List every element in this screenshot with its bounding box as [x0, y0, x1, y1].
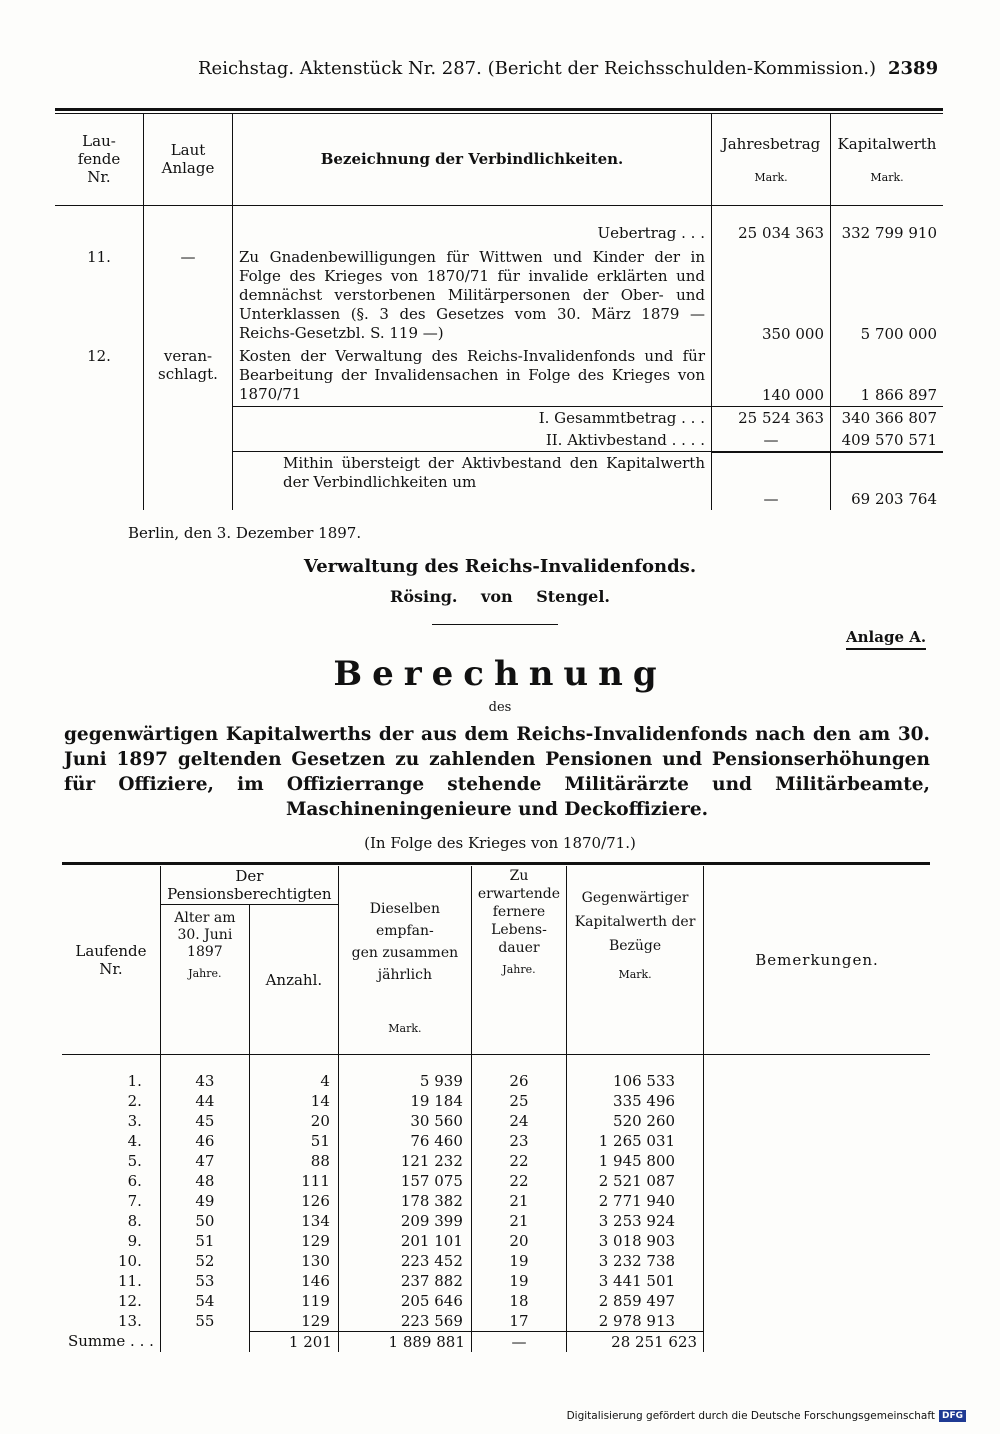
- row-anzahl: 111: [249, 1171, 338, 1191]
- row-kapital: 3 253 924: [567, 1211, 704, 1231]
- row-kapital: 2 521 087: [567, 1171, 704, 1191]
- mithin-text: Mithin übersteigt der Aktivbestand den Kapitalwerth der Verbindlichkeiten um: [233, 452, 712, 510]
- row-alter: 47: [160, 1151, 249, 1171]
- table-row: [62, 1311, 930, 1332]
- row-dauer: 26: [471, 1071, 566, 1091]
- aktiv-kap: 409 570 571: [831, 429, 944, 452]
- row-kapital: 3 232 738: [567, 1251, 704, 1271]
- footer: [567, 1410, 966, 1422]
- uebertrag-label: Uebertrag . . .: [233, 205, 712, 246]
- row12-text: Kosten der Verwaltung des Reichs-Invalidenfonds und für Bearbeitung der Invalidensachen in Folge des Krieges von 1870/71: [233, 345, 712, 407]
- row-alter: 54: [160, 1291, 249, 1311]
- anlage-title: Berechnung: [333, 654, 667, 694]
- col-laufende: Lau- fende Nr.: [77, 131, 121, 186]
- row-jaehrlich: 201 101: [338, 1231, 471, 1251]
- row11-jahr: 350 000: [712, 246, 831, 345]
- table-row: [62, 1271, 930, 1291]
- row12-anlage: veran- schlagt.: [144, 345, 233, 407]
- row-anzahl: 126: [249, 1191, 338, 1211]
- row-jaehrlich: 76 460: [338, 1131, 471, 1151]
- table-row: [62, 1151, 930, 1171]
- row-jaehrlich: 209 399: [338, 1211, 471, 1231]
- dfg-logo: DFG: [939, 1410, 966, 1422]
- summe-jaehrlich: 1 889 881: [338, 1331, 471, 1352]
- col-kapital-label: Gegenwärtiger Kapitalwerth der Bezüge: [574, 890, 696, 954]
- row-jaehrlich: 178 382: [338, 1191, 471, 1211]
- row-bemerkung: [704, 1091, 930, 1111]
- row-dauer: 22: [471, 1171, 566, 1191]
- table-row: [62, 1071, 930, 1091]
- row-bemerkung: [704, 1111, 930, 1131]
- aktiv-jahr: —: [712, 429, 831, 452]
- row-jaehrlich: 223 569: [338, 1311, 471, 1332]
- row-anzahl: 134: [249, 1211, 338, 1231]
- mithin-kap: 69 203 764: [831, 452, 944, 510]
- col-jahresbetrag-label: Jahresbetrag: [721, 135, 821, 153]
- row-kapital: 2 978 913: [567, 1311, 704, 1332]
- row-anzahl: 129: [249, 1311, 338, 1332]
- row-dauer: 22: [471, 1151, 566, 1171]
- anlage-subtitle: gegenwärtigen Kapitalwerths der aus dem Reichs-Invalidenfonds nach den am 30. Juni 1897 geltenden Gesetzen zu zahlenden Pensionen und Pensionserhöhungen für Offiziere, im Offizierrange stehende Militärärzte und Militärbeamte, Maschineningenieure und Deckoffiziere.: [64, 724, 930, 820]
- row-alter: 52: [160, 1251, 249, 1271]
- col-alter: [160, 905, 249, 1055]
- col-alter-label: Alter am 30. Juni 1897: [174, 910, 236, 960]
- row-anzahl: 51: [249, 1131, 338, 1151]
- row-dauer: 19: [471, 1251, 566, 1271]
- row-dauer: 19: [471, 1271, 566, 1291]
- row11-nr: 11.: [87, 247, 111, 266]
- authority: Verwaltung des Reichs-Invalidenfonds.: [303, 556, 697, 577]
- mithin-jahr: —: [712, 452, 831, 510]
- row-bemerkung: [704, 1191, 930, 1211]
- gesammt-label: I. Gesammtbetrag . . .: [233, 406, 712, 429]
- row-kapital: 3 441 501: [567, 1271, 704, 1291]
- row-anzahl: 88: [249, 1151, 338, 1171]
- col-jahresbetrag: [712, 113, 831, 205]
- unit-jahre: Jahre.: [188, 967, 222, 980]
- row-jaehrlich: 223 452: [338, 1251, 471, 1271]
- pension-rows: [62, 1055, 930, 1332]
- row-dauer: 21: [471, 1211, 566, 1231]
- row-kapital: 1 945 800: [567, 1151, 704, 1171]
- unit-mark: Mark.: [388, 1022, 422, 1035]
- row-nr: 8.: [127, 1211, 142, 1230]
- summe-label: Summe . . .: [68, 1332, 154, 1351]
- col-anzahl: Anzahl.: [249, 905, 338, 1055]
- unit-mark: Mark.: [870, 171, 904, 184]
- row-dauer: 24: [471, 1111, 566, 1131]
- col-laufende: Laufende Nr.: [62, 866, 160, 1055]
- row-bemerkung: [704, 1131, 930, 1151]
- row-alter: 55: [160, 1311, 249, 1332]
- row-nr: 9.: [127, 1231, 142, 1250]
- divider: [432, 624, 558, 625]
- unit-mark: Mark.: [618, 968, 652, 981]
- table-row: [62, 1091, 930, 1111]
- row12-kap: 1 866 897: [831, 345, 944, 407]
- running-title: Reichstag. Aktenstück Nr. 287. (Bericht der Reichsschulden-Kommission.): [198, 58, 877, 79]
- table-row: [62, 1211, 930, 1231]
- anlage-des: des: [488, 700, 512, 715]
- table-row: [62, 1111, 930, 1131]
- row-nr: 5.: [127, 1151, 142, 1170]
- table-row: [62, 1171, 930, 1191]
- row-alter: 46: [160, 1131, 249, 1151]
- col-bemerkungen: Bemerkungen.: [704, 866, 930, 1055]
- col-kapitalwerth-label: Kapitalwerth: [837, 135, 937, 153]
- unit-mark: Mark.: [754, 171, 788, 184]
- row11-kap: 5 700 000: [831, 246, 944, 345]
- row-nr: 6.: [127, 1171, 142, 1190]
- row-anzahl: 130: [249, 1251, 338, 1271]
- signatories: Rösing. von Stengel.: [390, 587, 610, 606]
- summe-anzahl: 1 201: [249, 1331, 338, 1352]
- table-row: [62, 1291, 930, 1311]
- row-bemerkung: [704, 1171, 930, 1191]
- table-row: [62, 1191, 930, 1211]
- row-alter: 53: [160, 1271, 249, 1291]
- row-kapital: 2 771 940: [567, 1191, 704, 1211]
- uebertrag-jahr: 25 034 363: [712, 205, 831, 246]
- col-dieselben: [338, 866, 471, 1055]
- anlage-note: (In Folge des Krieges von 1870/71.): [364, 834, 636, 852]
- row-anzahl: 20: [249, 1111, 338, 1131]
- summe-dauer: —: [471, 1331, 566, 1352]
- row-dauer: 25: [471, 1091, 566, 1111]
- row-alter: 48: [160, 1171, 249, 1191]
- row-alter: 51: [160, 1231, 249, 1251]
- row-nr: 3.: [127, 1111, 142, 1130]
- row11-anlage: —: [144, 246, 233, 345]
- place-date: Berlin, den 3. Dezember 1897.: [128, 524, 362, 542]
- aktiv-label: II. Aktivbestand . . . .: [233, 429, 712, 452]
- row-alter: 44: [160, 1091, 249, 1111]
- col-anlage: Laut Anlage: [144, 113, 233, 205]
- row-bemerkung: [704, 1151, 930, 1171]
- row-bemerkung: [704, 1211, 930, 1231]
- table2-top-rule: [62, 862, 930, 865]
- row-jaehrlich: 237 882: [338, 1271, 471, 1291]
- unit-jahre: Jahre.: [502, 963, 536, 976]
- row-kapital: 1 265 031: [567, 1131, 704, 1151]
- row-alter: 50: [160, 1211, 249, 1231]
- row-alter: 43: [160, 1071, 249, 1091]
- row-jaehrlich: 30 560: [338, 1111, 471, 1131]
- row-anzahl: 14: [249, 1091, 338, 1111]
- row-bemerkung: [704, 1311, 930, 1332]
- row-anzahl: 146: [249, 1271, 338, 1291]
- row-anzahl: 129: [249, 1231, 338, 1251]
- col-lebensdauer-label: Zu erwartende fernere Lebens- dauer: [477, 868, 561, 956]
- header-rule: [55, 108, 943, 111]
- row-kapital: 335 496: [567, 1091, 704, 1111]
- col-lebensdauer: [471, 866, 566, 1055]
- col-kapitalwerth: [831, 113, 944, 205]
- row-nr: 1.: [127, 1071, 142, 1090]
- row-bemerkung: [704, 1071, 930, 1091]
- summe-kapital: 28 251 623: [567, 1331, 704, 1352]
- row-nr: 2.: [127, 1091, 142, 1110]
- table-row: [62, 1131, 930, 1151]
- row-bemerkung: [704, 1291, 930, 1311]
- row-jaehrlich: 157 075: [338, 1171, 471, 1191]
- row-bemerkung: [704, 1271, 930, 1291]
- row-bemerkung: [704, 1251, 930, 1271]
- row-nr: 12.: [118, 1291, 142, 1310]
- row-alter: 45: [160, 1111, 249, 1131]
- anlage-label: Anlage A.: [846, 628, 926, 650]
- row-anzahl: 119: [249, 1291, 338, 1311]
- row-kapital: 3 018 903: [567, 1231, 704, 1251]
- row-jaehrlich: 205 646: [338, 1291, 471, 1311]
- row-dauer: 18: [471, 1291, 566, 1311]
- row-nr: 13.: [118, 1311, 142, 1330]
- row-dauer: 23: [471, 1131, 566, 1151]
- row-kapital: 520 260: [567, 1111, 704, 1131]
- uebertrag-kap: 332 799 910: [831, 205, 944, 246]
- row-jaehrlich: 5 939: [338, 1071, 471, 1091]
- row-dauer: 17: [471, 1311, 566, 1332]
- row-nr: 11.: [118, 1271, 142, 1290]
- row-dauer: 21: [471, 1191, 566, 1211]
- col-bezeichnung: Bezeichnung der Verbindlichkeiten.: [233, 113, 712, 205]
- row-jaehrlich: 19 184: [338, 1091, 471, 1111]
- row11-text: Zu Gnadenbewilligungen für Wittwen und Kinder der in Folge des Krieges von 1870/71 für invalide erklärten und demnächst verstorbenen Militärpersonen der Ober- und Unterklassen (§. 3 des Gesetzes vom 30. März 1879 — Reichs-Gesetzbl. S. 119 —): [233, 246, 712, 345]
- pension-table: [62, 866, 930, 1352]
- group-pension: Der Pensionsberechtigten: [160, 866, 338, 905]
- row-alter: 49: [160, 1191, 249, 1211]
- row12-nr: 12.: [87, 346, 111, 365]
- row-nr: 10.: [118, 1251, 142, 1270]
- row-dauer: 20: [471, 1231, 566, 1251]
- row-kapital: 2 859 497: [567, 1291, 704, 1311]
- row-nr: 4.: [127, 1131, 142, 1150]
- col-dieselben-label: Dieselben empfan- gen zusammen jährlich: [351, 901, 459, 983]
- gesammt-kap: 340 366 807: [831, 406, 944, 429]
- row12-jahr: 140 000: [712, 345, 831, 407]
- row-jaehrlich: 121 232: [338, 1151, 471, 1171]
- liabilities-table: [55, 113, 943, 510]
- row-bemerkung: [704, 1231, 930, 1251]
- col-kapital: [567, 866, 704, 1055]
- row-nr: 7.: [127, 1191, 142, 1210]
- row-kapital: 106 533: [567, 1071, 704, 1091]
- footer-text: Digitalisierung gefördert durch die Deutsche Forschungsgemeinschaft: [566, 1410, 935, 1422]
- table-row: [62, 1251, 930, 1271]
- page-number: 2389: [888, 58, 939, 79]
- gesammt-jahr: 25 524 363: [712, 406, 831, 429]
- table-row: [62, 1231, 930, 1251]
- row-anzahl: 4: [249, 1071, 338, 1091]
